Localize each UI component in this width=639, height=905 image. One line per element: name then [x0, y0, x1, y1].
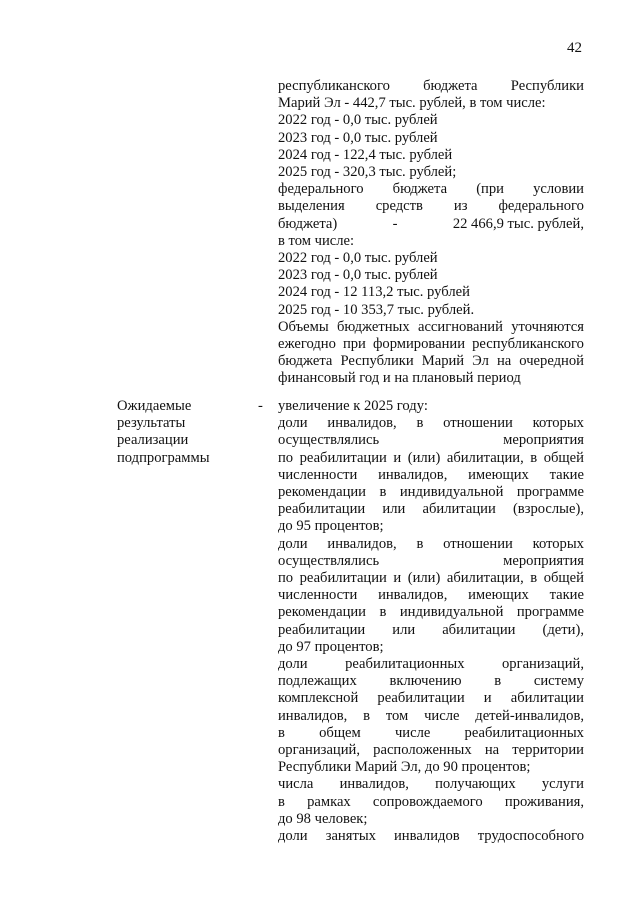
text-line: до 95 процентов; [278, 518, 384, 535]
text-line: Марий Эл - 442,7 тыс. рублей, в том числе: [278, 95, 546, 112]
word: отношении [443, 415, 513, 432]
word: абилитации [422, 501, 496, 518]
text-line [278, 622, 584, 639]
word: (дети), [542, 621, 584, 638]
text-line: увеличение к 2025 году: [278, 398, 428, 414]
text-line: 2022 год - 0,0 тыс. рублей [278, 112, 438, 129]
text-line: в том числе: [278, 232, 355, 249]
word: Республики [340, 353, 414, 370]
word: на [496, 353, 512, 370]
word: численности [278, 587, 358, 604]
text-line [278, 319, 584, 336]
text-line: 2024 год - 122,4 тыс. рублей [278, 146, 453, 163]
word: федерального [278, 181, 364, 198]
word: (или) [407, 449, 441, 466]
word: в [416, 535, 424, 552]
word: осуществлялись [278, 552, 380, 569]
word: абилитации [510, 690, 584, 707]
word: территории [512, 742, 584, 759]
word: уточняются [511, 318, 584, 335]
word: которых [532, 535, 584, 552]
text-line [278, 656, 584, 673]
word: которых [532, 415, 584, 432]
text-line: 2022 год - 0,0 тыс. рублей [278, 250, 438, 267]
text-line [278, 708, 584, 725]
word: в [278, 793, 285, 810]
word: общей [543, 449, 584, 466]
word: средств [375, 198, 423, 215]
label-line: Ожидаемые [117, 398, 192, 414]
text-line: 2025 год - 10 353,7 тыс. рублей. [278, 301, 475, 318]
word: в [379, 604, 387, 621]
text-line [278, 484, 584, 501]
word: программе [516, 604, 584, 621]
word: бюджета [392, 181, 448, 198]
word: доли [278, 415, 308, 432]
word: осуществлялись [278, 432, 380, 449]
text-line [278, 794, 584, 811]
word: бюджета [278, 353, 333, 370]
text-line: Республики Марий Эл, до 90 процентов; [278, 759, 531, 776]
word: в [278, 724, 285, 741]
word: и [483, 690, 492, 707]
word: комплексной [278, 690, 359, 707]
text-line: до 98 человек; [278, 810, 368, 827]
word: имеющих [468, 587, 529, 604]
word: индивидуальной [399, 484, 504, 501]
text-line [278, 353, 584, 370]
word: получающих [435, 776, 516, 793]
word: в [494, 673, 502, 690]
word: программе [516, 484, 584, 501]
word: в [416, 415, 424, 432]
word: мероприятия [503, 552, 584, 569]
word: сопровождаемого [372, 793, 483, 810]
word: при [342, 336, 366, 353]
word: отношении [443, 535, 513, 552]
word: общей [543, 570, 584, 587]
word: абилитации [442, 621, 516, 638]
word: абилитации, [446, 449, 524, 466]
word: числе [394, 724, 431, 741]
page-number: 42 [567, 40, 582, 56]
word: в [363, 707, 370, 724]
word: Эл [472, 353, 489, 370]
text-line [278, 198, 584, 215]
word: республиканского [472, 336, 584, 353]
text-line: 2023 год - 0,0 тыс. рублей [278, 267, 438, 284]
word: или [382, 501, 406, 518]
text-line [278, 432, 584, 449]
word: (или) [407, 570, 441, 587]
word: доли [278, 535, 308, 552]
text-line [278, 415, 584, 432]
text-line [278, 776, 584, 793]
word: организаций, [278, 742, 360, 759]
text-line [278, 673, 584, 690]
text-line: 2024 год - 12 113,2 тыс. рублей [278, 284, 470, 301]
word: бюджета) [278, 215, 338, 232]
word: по [278, 570, 294, 587]
text-line [278, 216, 584, 233]
word: (при [476, 181, 504, 198]
word: том [385, 707, 409, 724]
word: проживания, [504, 793, 584, 810]
word: включению [389, 673, 462, 690]
word: трудоспособного [477, 828, 584, 845]
word: из [453, 198, 468, 215]
label-line: реализации [117, 432, 189, 449]
word: республиканского [278, 78, 390, 94]
word: числа [278, 776, 314, 793]
word: Объемы [278, 318, 329, 335]
text-line: 2023 год - 0,0 тыс. рублей [278, 129, 438, 146]
text-line [278, 501, 584, 518]
text-line [278, 78, 584, 95]
expected-results-label [117, 398, 257, 467]
word: ассигнований [417, 318, 503, 335]
word: в [530, 570, 538, 587]
word: на [484, 742, 500, 759]
word: общем [319, 724, 361, 741]
word: Марий [421, 353, 465, 370]
word: - [392, 215, 398, 232]
word: реабилитации [299, 449, 387, 466]
word: услуги [541, 776, 584, 793]
word: по [278, 449, 294, 466]
word: рамках [307, 793, 351, 810]
word: условии [533, 181, 584, 198]
word: реабилитационных [345, 656, 465, 673]
word: детей-инвалидов, [475, 707, 584, 724]
word: занятых [325, 828, 376, 845]
word: доли [278, 656, 308, 673]
word: в [530, 449, 538, 466]
word: мероприятия [503, 432, 584, 449]
label-line: подпрограммы [117, 449, 210, 466]
word: такие [549, 587, 584, 604]
text-line [278, 742, 584, 759]
word: доли [278, 828, 308, 845]
word: ежегодно [278, 336, 336, 353]
text-line [278, 690, 584, 707]
word: 22 466,9 тыс. рублей, [452, 215, 584, 232]
word: инвалидов, [378, 587, 448, 604]
text-line [278, 450, 584, 467]
text-line [278, 570, 584, 587]
word: инвалидов, [327, 415, 397, 432]
text-line [278, 336, 584, 353]
text-line [278, 587, 584, 604]
word: выделения [278, 198, 345, 215]
word: рекомендации [278, 604, 366, 621]
word: инвалидов [394, 828, 460, 845]
word: федерального [498, 198, 584, 215]
word: или [392, 621, 416, 638]
text-line [278, 725, 584, 742]
word: числе [424, 707, 460, 724]
word: инвалидов, [378, 466, 448, 483]
word: (взрослые), [512, 501, 584, 518]
word: реабилитации [377, 690, 465, 707]
word: имеющих [468, 466, 529, 483]
word: бюджетных [336, 318, 410, 335]
word: организаций, [502, 656, 584, 673]
expected-results-text [278, 398, 584, 845]
word: численности [278, 466, 358, 483]
word: расположенных [373, 742, 472, 759]
word: инвалидов, [327, 535, 397, 552]
text-line [278, 467, 584, 484]
word: в [379, 484, 387, 501]
word: реабилитации [278, 501, 366, 518]
text-line [278, 536, 584, 553]
text-line [278, 604, 584, 621]
word: реабилитационных [464, 724, 584, 741]
word: инвалидов, [278, 707, 348, 724]
word: очередной [519, 353, 584, 370]
financing-text [278, 78, 584, 388]
label-line: результаты [117, 415, 186, 432]
word: рекомендации [278, 484, 366, 501]
text-line [278, 181, 584, 198]
label-dash: - [258, 398, 263, 414]
word: инвалидов, [339, 776, 409, 793]
word: индивидуальной [399, 604, 504, 621]
word: реабилитации [299, 570, 387, 587]
word: абилитации, [446, 570, 524, 587]
word: реабилитации [278, 621, 366, 638]
word: такие [549, 466, 584, 483]
text-line [278, 828, 584, 845]
word: формировании [372, 336, 466, 353]
text-line: финансовый год и на плановый период [278, 370, 521, 387]
word: Республики [510, 78, 584, 94]
text-line: 2025 год - 320,3 тыс. рублей; [278, 164, 457, 181]
word: и [393, 449, 402, 466]
text-line [278, 553, 584, 570]
word: бюджета [423, 78, 478, 94]
word: систему [533, 673, 584, 690]
word: подлежащих [278, 673, 357, 690]
word: и [393, 570, 402, 587]
text-line: до 97 процентов; [278, 638, 384, 655]
